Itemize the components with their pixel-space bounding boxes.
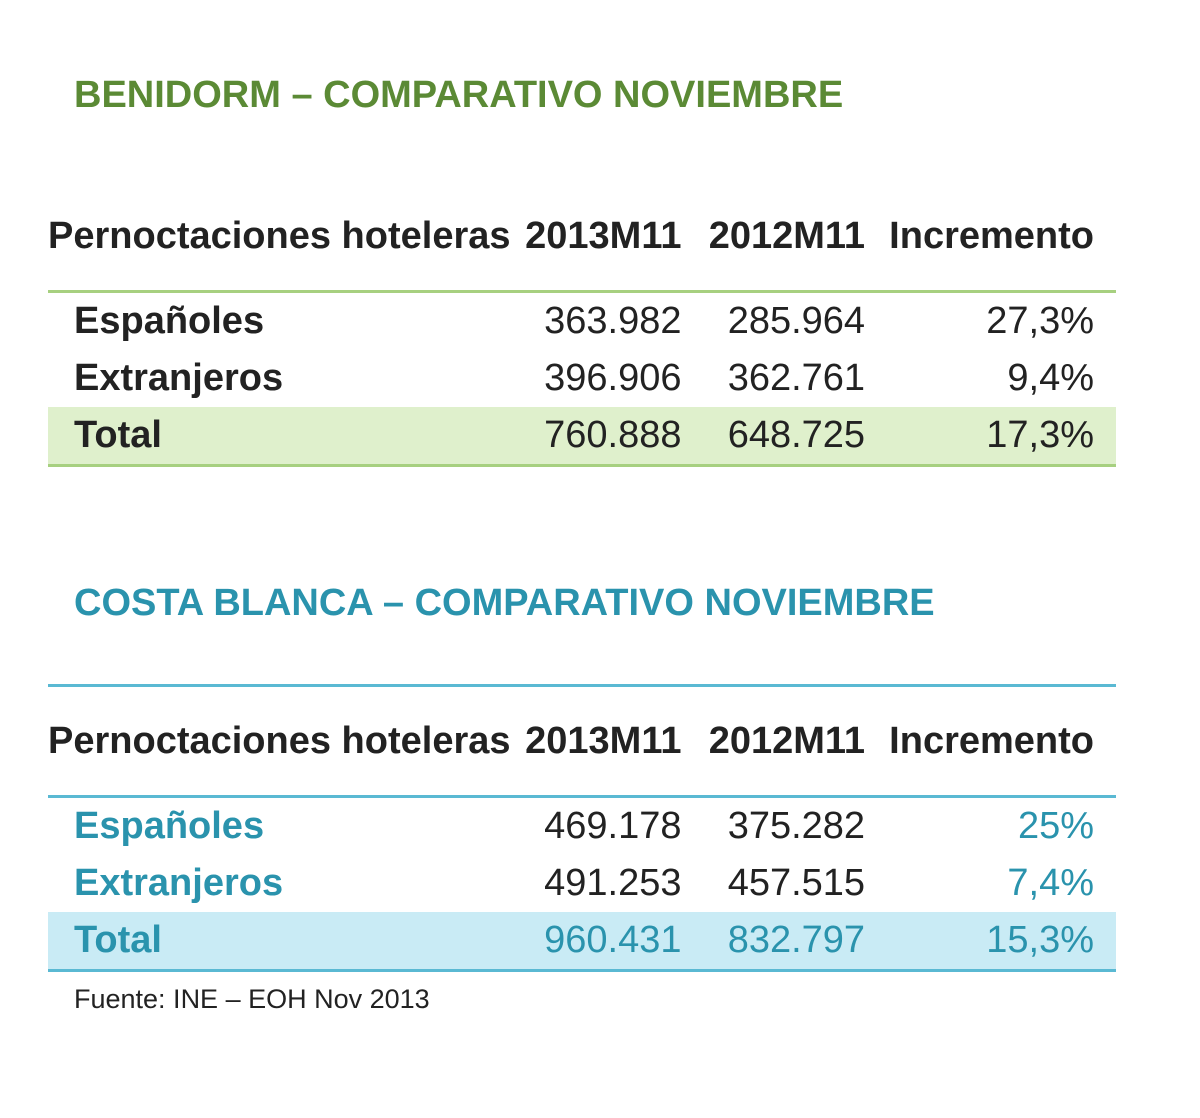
table-row-total: [48, 407, 1116, 466]
value-2013: 960.431: [511, 912, 682, 971]
value-2013: 491.253: [544, 862, 682, 904]
value-increment: 17,3%: [865, 407, 1116, 466]
header-2013m11: 2013M11: [525, 214, 682, 257]
value-2013: 396.906: [544, 357, 682, 399]
header-2012m11: 2012M11: [708, 214, 866, 257]
row-label: Total: [48, 407, 511, 466]
value-2012: 832.797: [682, 912, 866, 971]
value-increment: 25%: [1017, 805, 1094, 847]
value-2013: 760.888: [511, 407, 682, 466]
row-label: Total: [48, 912, 511, 971]
table-header-row: [48, 182, 1116, 292]
header-label: Pernoctaciones hoteleras: [48, 215, 511, 257]
value-2012: 375.282: [727, 805, 866, 847]
value-2012: 285.964: [727, 300, 866, 342]
table-row: [48, 350, 1116, 407]
header-label: Pernoctaciones hoteleras: [48, 720, 511, 762]
value-increment: 27,3%: [986, 300, 1094, 342]
table-row: [48, 292, 1116, 351]
benidorm-table: [48, 182, 1116, 467]
costa-blanca-table: [48, 684, 1116, 972]
header-incremento: Incremento: [889, 719, 1094, 762]
table-row-total: [48, 912, 1116, 971]
value-2012: 648.725: [682, 407, 866, 466]
value-2012: 362.761: [727, 357, 866, 399]
value-2013: 363.982: [544, 300, 682, 342]
value-increment: 15,3%: [865, 912, 1116, 971]
table-row: [48, 797, 1116, 856]
table-header-row: [48, 686, 1116, 797]
header-incremento: Incremento: [889, 214, 1094, 257]
value-2012: 457.515: [727, 862, 866, 904]
costa-blanca-title: COSTA BLANCA – COMPARATIVO NOVIEMBRE: [74, 582, 935, 624]
value-increment: 7,4%: [1007, 862, 1094, 904]
row-label: Extranjeros: [74, 357, 284, 399]
value-2013: 469.178: [544, 805, 682, 847]
header-2012m11: 2012M11: [708, 719, 866, 762]
header-2013m11: 2013M11: [525, 719, 682, 762]
source-note: Fuente: INE – EOH Nov 2013: [74, 984, 430, 1014]
benidorm-title: BENIDORM – COMPARATIVO NOVIEMBRE: [74, 74, 844, 116]
row-label: Extranjeros: [74, 862, 284, 904]
row-label: Españoles: [74, 300, 265, 342]
value-increment: 9,4%: [1007, 357, 1094, 399]
table-row: [48, 855, 1116, 912]
row-label: Españoles: [74, 805, 265, 847]
